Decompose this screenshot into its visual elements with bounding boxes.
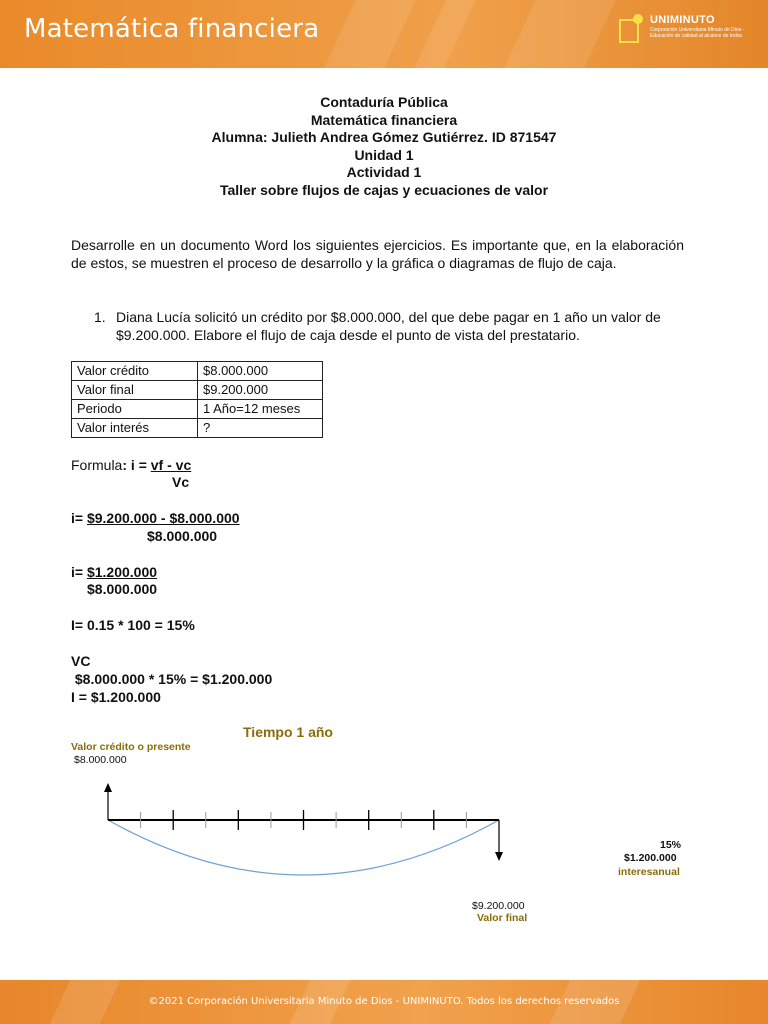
table-row <box>72 400 323 419</box>
heading-program: Contaduría Pública <box>320 94 448 110</box>
formula-label: Formula <box>71 457 123 473</box>
intro-paragraph: Desarrolle en un documento Word los siguientes ejercicios. Es importante que, en la elaboración de estos, se muestren el proceso de desarrollo y la gráfica o diagramas de flujo de caja. <box>71 237 684 271</box>
table-cell: $9.200.000 <box>198 381 323 400</box>
exercise-number: 1. <box>94 309 106 325</box>
up-arrow-icon <box>104 783 112 820</box>
table-cell: $8.000.000 <box>198 362 323 381</box>
table-cell: Valor final <box>72 381 198 400</box>
formula-lhs: : i = <box>122 457 151 473</box>
vc-line1: $8.000.000 * 15% = $1.200.000 <box>71 671 273 687</box>
step1-denominator: $8.000.000 <box>147 528 218 544</box>
formula-line <box>71 456 191 474</box>
heading-course: Matemática financiera <box>310 111 458 128</box>
table-cell: Periodo <box>72 400 198 419</box>
exercise-text: Diana Lucía solicitó un crédito por $8.000.000, del que debe pagar en 1 año un valor de $9.200.000. Elabore el flujo de caja desde el punto de vista del prestatario. <box>116 309 661 343</box>
footer-banner <box>0 980 768 1024</box>
table-row <box>72 362 323 381</box>
table-cell: Valor crédito <box>72 362 198 381</box>
interest-label: interesanual <box>618 866 680 878</box>
table-cell: 1 Año=12 meses <box>198 400 323 419</box>
step2-line <box>71 563 157 581</box>
logo-subtitle: Corporación Universitaria Minuto de Dios · Educación de calidad al alcance de todos <box>650 27 745 39</box>
present-label: Valor crédito o presente <box>71 741 191 753</box>
data-table <box>71 361 323 438</box>
step2-lhs: i= <box>71 564 87 580</box>
logo-name: UNIMINUTO <box>650 14 715 26</box>
header-banner <box>0 0 768 68</box>
heading-topic: Taller sobre flujos de cajas y ecuaciones de valor <box>219 181 549 198</box>
step2-numerator: $1.200.000 <box>86 564 158 580</box>
formula-numerator: vf - vc <box>150 457 192 473</box>
vc-line2: I = $1.200.000 <box>71 689 161 705</box>
down-arrow-icon <box>495 820 503 861</box>
step2-denominator: $8.000.000 <box>87 581 158 597</box>
present-value: $8.000.000 <box>74 754 127 766</box>
footer-copyright: ©2021 Corporación Universitaria Minuto de Dios - UNIMINUTO. Todos los derechos reservados <box>148 996 620 1007</box>
uniminuto-logo <box>618 12 748 46</box>
step1-line <box>71 509 240 527</box>
heading-activity: Actividad 1 <box>346 164 422 180</box>
step1-numerator: $9.200.000 - $8.000.000 <box>86 510 240 526</box>
table-row <box>72 381 323 400</box>
table-cell: Valor interés <box>72 419 198 438</box>
cash-flow-diagram <box>0 770 768 910</box>
document-heading <box>0 94 768 199</box>
table-row <box>72 419 323 438</box>
uniminuto-logo-icon <box>618 12 648 46</box>
heading-unit: Unidad 1 <box>354 146 414 163</box>
vc-label: VC <box>71 653 91 669</box>
heading-student: Alumna: Julieth Andrea Gómez Gutiérrez. ID 871547 <box>211 129 557 145</box>
table-cell: ? <box>198 419 323 438</box>
header-title: Matemática financiera <box>24 14 320 44</box>
formula-denominator: Vc <box>172 474 190 490</box>
rate-label: 15% <box>660 839 682 851</box>
step1-lhs: i= <box>71 510 87 526</box>
final-value: $9.200.000 <box>472 900 525 912</box>
step3-line: I= 0.15 * 100 = 15% <box>71 617 195 633</box>
interest-value: $1.200.000 <box>624 852 677 864</box>
final-label: Valor final <box>477 912 528 924</box>
diagram-title: Tiempo 1 año <box>243 724 333 740</box>
